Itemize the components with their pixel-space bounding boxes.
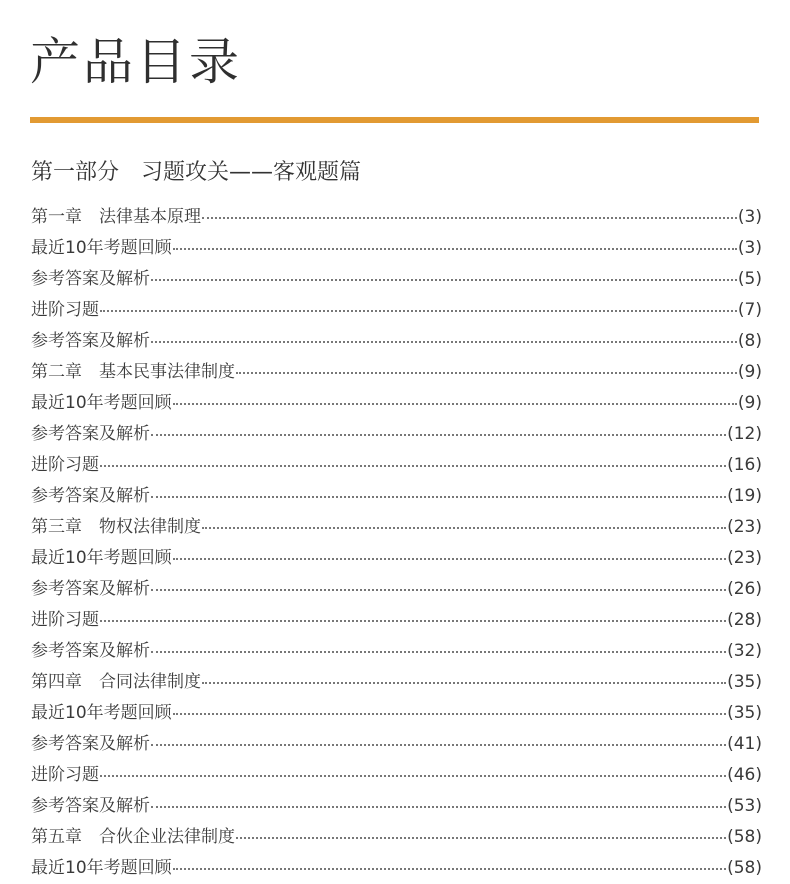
- dot-leader: [202, 682, 726, 684]
- toc-entry-page: (35): [727, 672, 762, 692]
- dot-leader: [173, 868, 726, 870]
- dot-leader: [151, 434, 726, 436]
- toc-entry-page: (41): [727, 734, 762, 754]
- toc-entry-label: 进阶习题: [31, 300, 99, 320]
- dot-leader: [100, 620, 726, 622]
- dot-leader: [151, 651, 726, 653]
- toc-entry-label: 参考答案及解析: [31, 641, 150, 661]
- toc-entry[interactable]: [31, 605, 762, 636]
- toc-entry-page: (46): [727, 765, 762, 785]
- toc-entry-page: (26): [727, 579, 762, 599]
- toc-entry[interactable]: [31, 326, 762, 357]
- toc-entry-label: 参考答案及解析: [31, 424, 150, 444]
- toc-entry[interactable]: [31, 760, 762, 791]
- toc-entry-label: 最近10年考题回顾: [31, 548, 172, 568]
- dot-leader: [100, 465, 726, 467]
- toc-entry-label: 最近10年考题回顾: [31, 393, 172, 413]
- toc-entry-page: (35): [727, 703, 762, 723]
- toc-entry-page: (19): [727, 486, 762, 506]
- toc-entry-label: 进阶习题: [31, 455, 99, 475]
- toc-entry-page: (58): [727, 827, 762, 847]
- toc-entry[interactable]: [31, 264, 762, 295]
- toc-entry[interactable]: [31, 233, 762, 264]
- toc-entry-label: 参考答案及解析: [31, 579, 150, 599]
- dot-leader: [151, 279, 737, 281]
- toc-entry-label: 参考答案及解析: [31, 734, 150, 754]
- toc-entry[interactable]: [31, 388, 762, 419]
- toc-entry[interactable]: [31, 512, 762, 543]
- toc-entry[interactable]: [31, 574, 762, 605]
- section-heading: 第一部分 习题攻关——客观题篇: [31, 160, 362, 185]
- title-divider: [30, 117, 759, 123]
- toc-entry-page: (3): [737, 238, 762, 258]
- toc-entry-page: (9): [737, 393, 762, 413]
- toc-entry-label: 最近10年考题回顾: [31, 858, 172, 878]
- toc-entry-label: 进阶习题: [31, 610, 99, 630]
- page-title: 产品目录: [30, 33, 242, 91]
- toc-entry-label: 参考答案及解析: [31, 796, 150, 816]
- toc-entry-label: 第三章 物权法律制度: [31, 517, 201, 537]
- dot-leader: [151, 341, 737, 343]
- toc-entry-label: 最近10年考题回顾: [31, 238, 172, 258]
- dot-leader: [173, 403, 737, 405]
- toc-entry-label: 参考答案及解析: [31, 331, 150, 351]
- dot-leader: [151, 744, 726, 746]
- toc-entry[interactable]: [31, 295, 762, 326]
- toc-entry-page: (5): [737, 269, 762, 289]
- dot-leader: [236, 837, 726, 839]
- toc-entry-page: (32): [727, 641, 762, 661]
- toc-entry-page: (3): [737, 207, 762, 227]
- toc-entry-label: 最近10年考题回顾: [31, 703, 172, 723]
- toc-entry-page: (16): [727, 455, 762, 475]
- toc-entry[interactable]: [31, 450, 762, 481]
- dot-leader: [151, 806, 726, 808]
- toc-entry-label: 进阶习题: [31, 765, 99, 785]
- toc-entry[interactable]: [31, 791, 762, 822]
- toc-entry[interactable]: [31, 419, 762, 450]
- toc-entry[interactable]: [31, 636, 762, 667]
- toc-entry-label: 第五章 合伙企业法律制度: [31, 827, 235, 847]
- dot-leader: [236, 372, 737, 374]
- dot-leader: [151, 589, 726, 591]
- toc-entry-label: 第二章 基本民事法律制度: [31, 362, 235, 382]
- toc-entry[interactable]: [31, 543, 762, 574]
- dot-leader: [173, 713, 726, 715]
- toc-entry-page: (8): [737, 331, 762, 351]
- table-of-contents: [31, 202, 762, 884]
- toc-entry-page: (9): [737, 362, 762, 382]
- toc-entry-label: 参考答案及解析: [31, 269, 150, 289]
- toc-entry-page: (23): [727, 548, 762, 568]
- toc-entry[interactable]: [31, 667, 762, 698]
- toc-entry-label: 参考答案及解析: [31, 486, 150, 506]
- toc-entry[interactable]: [31, 357, 762, 388]
- toc-entry[interactable]: [31, 698, 762, 729]
- dot-leader: [173, 558, 726, 560]
- toc-entry-page: (53): [727, 796, 762, 816]
- toc-entry[interactable]: [31, 729, 762, 760]
- dot-leader: [100, 775, 726, 777]
- dot-leader: [202, 527, 726, 529]
- toc-entry-page: (23): [727, 517, 762, 537]
- toc-entry[interactable]: [31, 822, 762, 853]
- dot-leader: [151, 496, 726, 498]
- toc-entry[interactable]: [31, 481, 762, 512]
- toc-entry-page: (58): [727, 858, 762, 878]
- toc-entry[interactable]: [31, 853, 762, 884]
- toc-entry-page: (12): [727, 424, 762, 444]
- toc-entry-page: (7): [737, 300, 762, 320]
- toc-entry-label: 第一章 法律基本原理: [31, 207, 201, 227]
- toc-entry[interactable]: [31, 202, 762, 233]
- dot-leader: [173, 248, 737, 250]
- toc-entry-label: 第四章 合同法律制度: [31, 672, 201, 692]
- dot-leader: [202, 217, 737, 219]
- dot-leader: [100, 310, 737, 312]
- toc-entry-page: (28): [727, 610, 762, 630]
